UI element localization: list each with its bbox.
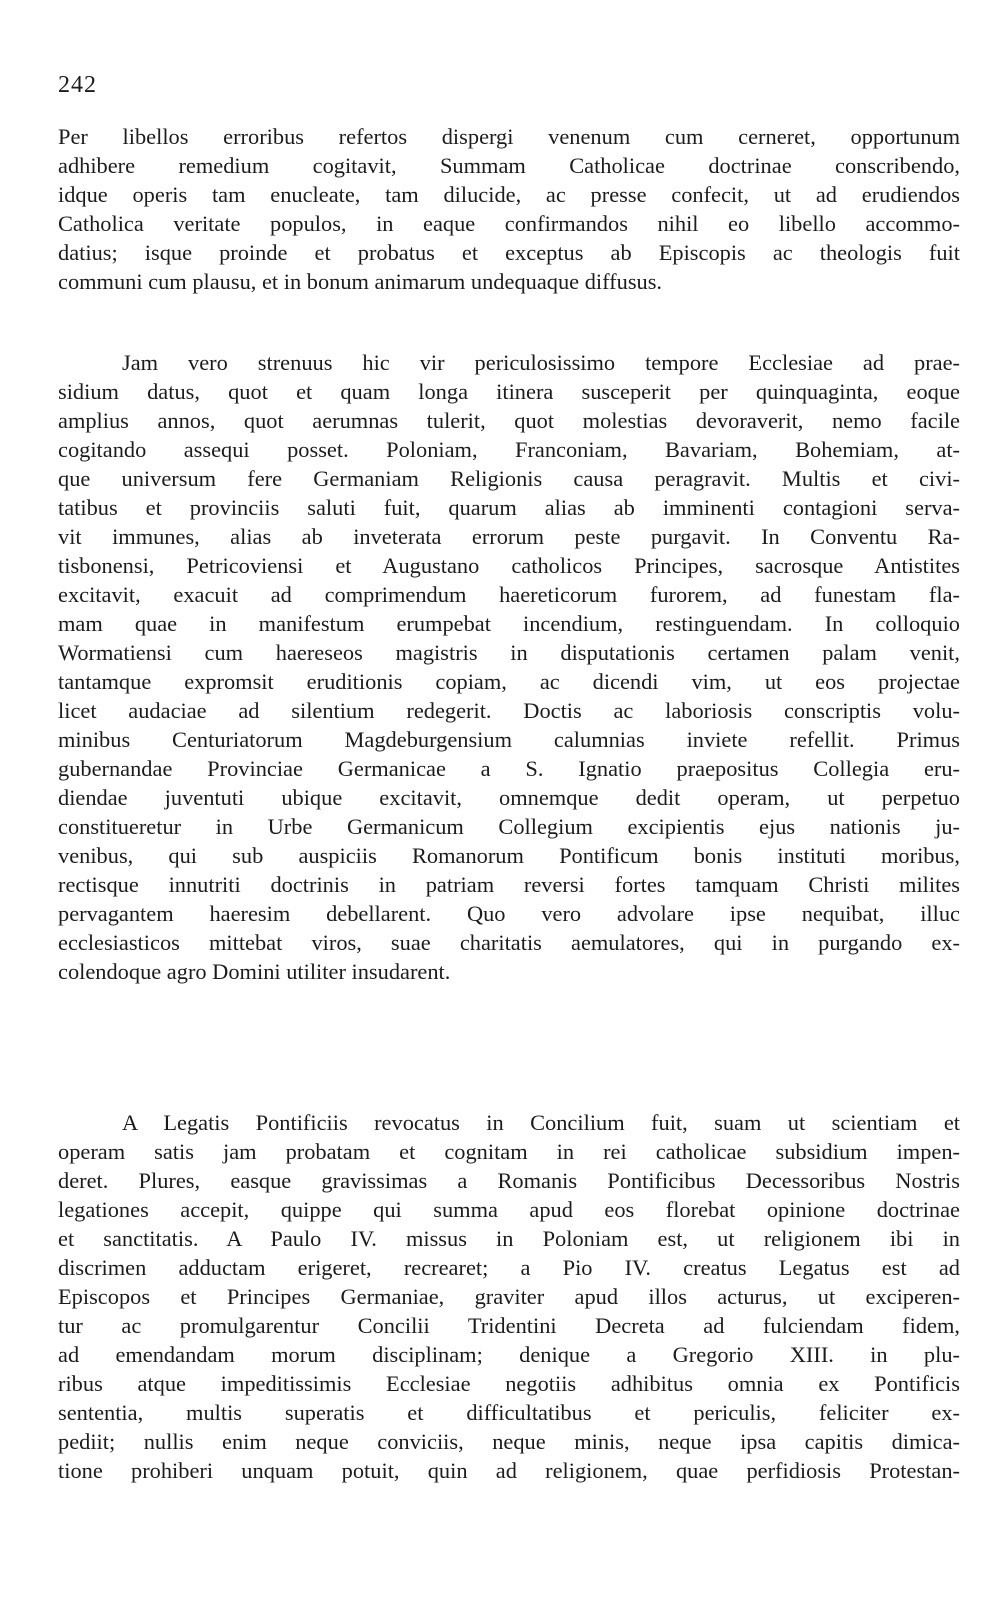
text-line: Episcopos et Principes Germaniae, graviter apud illos acturus, ut exciperen- (58, 1284, 960, 1309)
text-line: ad emendandam morum disciplinam; denique a Gregorio XIII. in plu- (58, 1342, 960, 1367)
text-line: et sanctitatis. A Paulo IV. missus in Poloniam est, ut religionem ibi in (58, 1226, 960, 1251)
text-line: licet audaciae ad silentium redegerit. Doctis ac laboriosis conscriptis volu- (58, 698, 960, 723)
text-line: Per libellos erroribus refertos dispergi venenum cum cerneret, opportunum (58, 124, 960, 149)
paragraph (58, 122, 960, 296)
text-line: colendoque agro Domini utiliter insudarent. (58, 959, 451, 984)
text-line: operam satis jam probatam et cognitam in rei catholicae subsidium impen- (58, 1139, 960, 1164)
text-line: rectisque innutriti doctrinis in patriam reversi fortes tamquam Christi milites (58, 872, 960, 897)
text-line: datius; isque proinde et probatus et exceptus ab Episcopis ac theologis fuit (58, 240, 960, 265)
text-line: Jam vero strenuus hic vir periculosissimo tempore Ecclesiae ad prae- (122, 350, 960, 375)
text-line: sententia, multis superatis et difficultatibus et periculis, feliciter ex- (58, 1400, 960, 1425)
text-line: mam quae in manifestum erumpebat incendium, restinguendam. In colloquio (58, 611, 960, 636)
paragraph (58, 1108, 960, 1485)
page-number: 242 (58, 72, 97, 98)
paragraph (58, 348, 960, 986)
text-line: pervagantem haeresim debellarent. Quo vero advolare ipse nequibat, illuc (58, 901, 960, 926)
text-line: legationes accepit, quippe qui summa apud eos florebat opinione doctrinae (58, 1197, 960, 1222)
text-line: constitueretur in Urbe Germanicum Collegium excipientis ejus nationis ju- (58, 814, 960, 839)
text-line: discrimen adductam erigeret, recrearet; a Pio IV. creatus Legatus est ad (58, 1255, 960, 1280)
text-line: vit immunes, alias ab inveterata errorum peste purgavit. In Conventu Ra- (58, 524, 960, 549)
text-line: tione prohiberi unquam potuit, quin ad religionem, quae perfidiosis Protestan- (58, 1458, 960, 1483)
text-line: amplius annos, quot aerumnas tulerit, quot molestias devoraverit, nemo facile (58, 408, 960, 433)
text-line: ecclesiasticos mittebat viros, suae charitatis aemulatores, qui in purgando ex- (58, 930, 960, 955)
text-line: sidium datus, quot et quam longa itinera susceperit per quinquaginta, eoque (58, 379, 960, 404)
text-line: venibus, qui sub auspiciis Romanorum Pontificum bonis instituti moribus, (58, 843, 960, 868)
text-line: gubernandae Provinciae Germanicae a S. Ignatio praepositus Collegia eru- (58, 756, 960, 781)
text-line: A Legatis Pontificiis revocatus in Concilium fuit, suam ut scientiam et (122, 1110, 960, 1135)
text-line: excitavit, exacuit ad comprimendum haereticorum furorem, ad funestam fla- (58, 582, 960, 607)
text-line: tur ac promulgarentur Concilii Tridentini Decreta ad fulciendam fidem, (58, 1313, 960, 1338)
text-line: que universum fere Germaniam Religionis causa peragravit. Multis et civi- (58, 466, 960, 491)
text-line: diendae juventuti ubique excitavit, omnemque dedit operam, ut perpetuo (58, 785, 960, 810)
text-line: Catholica veritate populos, in eaque confirmandos nihil eo libello accommo- (58, 211, 960, 236)
text-line: idque operis tam enucleate, tam dilucide, ac presse confecit, ut ad erudiendos (58, 182, 960, 207)
text-line: communi cum plausu, et in bonum animarum undequaque diffusus. (58, 269, 663, 294)
text-line: cogitando assequi posset. Poloniam, Franconiam, Bavariam, Bohemiam, at- (58, 437, 960, 462)
text-line: ribus atque impeditissimis Ecclesiae negotiis adhibitus omnia ex Pontificis (58, 1371, 960, 1396)
text-line: Wormatiensi cum haereseos magistris in disputationis certamen palam venit, (58, 640, 960, 665)
text-line: adhibere remedium cogitavit, Summam Catholicae doctrinae conscribendo, (58, 153, 960, 178)
text-line: tatibus et provinciis saluti fuit, quarum alias ab imminenti contagioni serva- (58, 495, 960, 520)
text-line: deret. Plures, easque gravissimas a Romanis Pontificibus Decessoribus Nostris (58, 1168, 960, 1193)
text-line: tisbonensi, Petricoviensi et Augustano catholicos Principes, sacrosque Antistites (58, 553, 960, 578)
text-line: tantamque expromsit eruditionis copiam, ac dicendi vim, ut eos projectae (58, 669, 960, 694)
text-line: pediit; nullis enim neque conviciis, neque minis, neque ipsa capitis dimica- (58, 1429, 960, 1454)
text-line: minibus Centuriatorum Magdeburgensium calumnias inviete refellit. Primus (58, 727, 960, 752)
